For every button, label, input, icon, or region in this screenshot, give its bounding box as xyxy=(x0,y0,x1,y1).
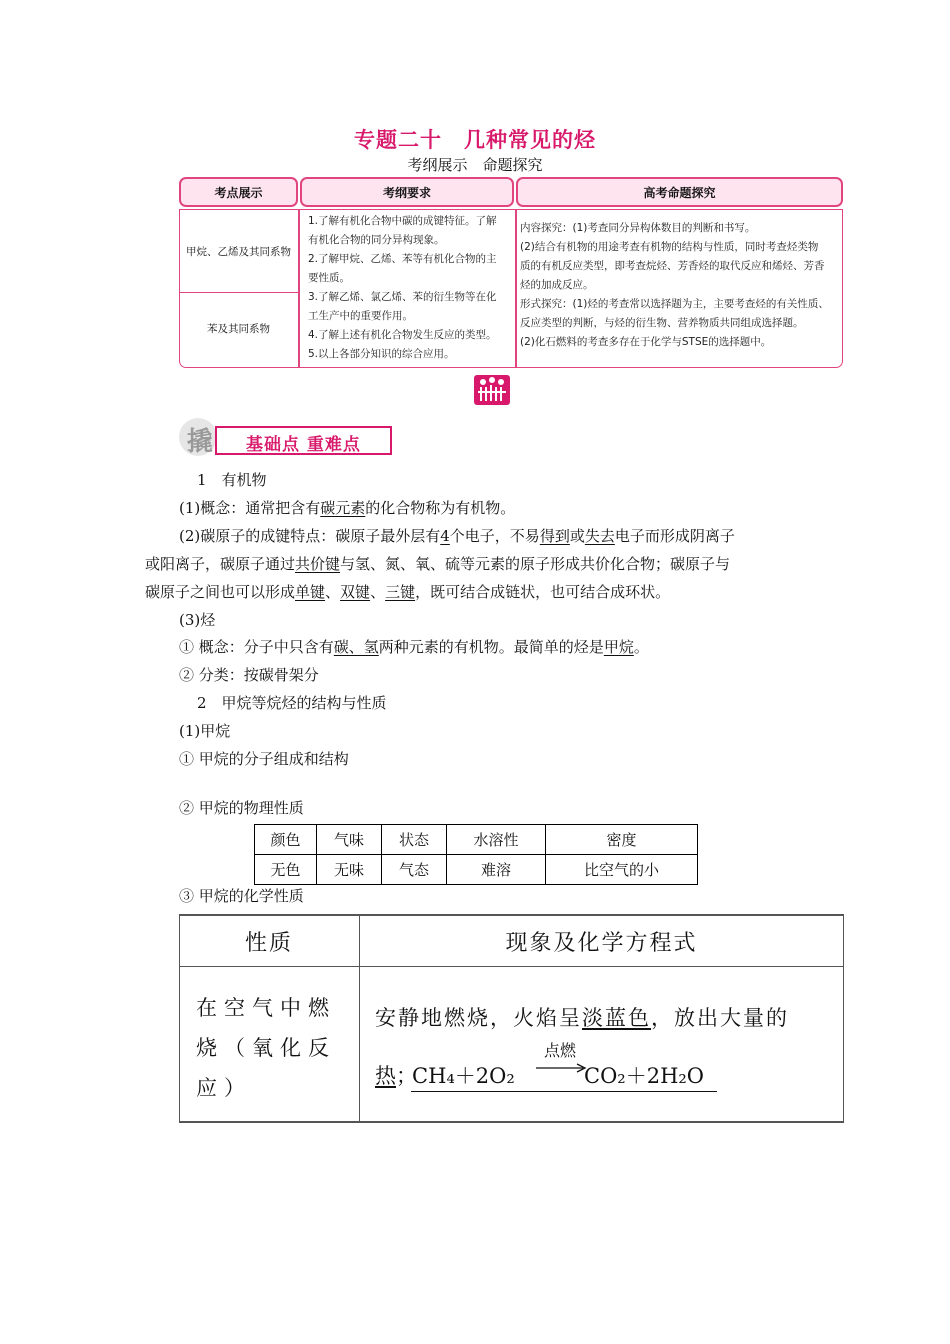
table-cell: 无味 xyxy=(317,855,382,885)
paragraph-definition: (1)概念：通常把含有碳元素的化合物称为有机物。 xyxy=(179,499,516,517)
exploration-line: 烃的加成反应。 xyxy=(520,279,594,291)
table-header-cell: 密度 xyxy=(546,825,698,855)
banner-char: 撬 xyxy=(186,427,213,457)
requirement-line: 1.了解有机化合物中碳的成键特征。了解 xyxy=(308,215,497,227)
exploration-line: 形式探究：(1)烃的考查常以选择题为主，主要考查烃的有关性质、 xyxy=(520,298,829,310)
table-header-row xyxy=(255,825,698,855)
paragraph-bonding-2: 或阳离子，碳原子通过共价键与氢、氮、氧、硫等元素的原子形成共价化合物；碳原子与 xyxy=(145,555,731,573)
outline-header-requirements: 考纲要求 xyxy=(300,177,514,207)
chem-header-property: 性质 xyxy=(244,931,293,956)
outline-table xyxy=(179,177,843,368)
page-title: 专题二十 几种常见的烃 xyxy=(354,128,596,152)
requirement-line: 要性质。 xyxy=(308,272,350,284)
banner-label: 基础点 重难点 xyxy=(246,435,361,455)
physical-properties-table xyxy=(254,824,698,885)
chem-equation-left: CH₄＋2O₂ xyxy=(412,1064,515,1088)
table-header-cell: 颜色 xyxy=(255,825,317,855)
section-logo-icon xyxy=(474,375,510,405)
paragraph-bonding-3: 碳原子之间也可以形成单键、双键、三键，既可结合成链状，也可结合成环状。 xyxy=(145,583,671,601)
exploration-line: (2)化石燃料的考查多存在于化学与STSE的选择题中。 xyxy=(520,336,772,348)
table-cell: 无色 xyxy=(255,855,317,885)
reaction-arrow-icon xyxy=(535,1062,587,1074)
reaction-condition: 点燃 xyxy=(543,1041,576,1060)
chem-equation-line: 热； xyxy=(375,1064,417,1088)
chemical-properties-table xyxy=(179,914,844,1123)
paragraph-bonding-1: (2)碳原子的成键特点：碳原子最外层有4个电子，不易得到或失去电子而形成阴离子 xyxy=(179,527,735,545)
outline-category-1: 甲烷、乙烯及其同系物 xyxy=(186,246,291,258)
outline-header-exploration: 高考命题探究 xyxy=(516,177,843,207)
outline-col-divider-2 xyxy=(515,209,517,368)
table-row xyxy=(255,855,698,885)
table-cell: 难溶 xyxy=(447,855,546,885)
paragraph-methane: (1)甲烷 xyxy=(179,722,231,740)
exploration-line: 质的有机反应类型，即考查烷烃、芳香烃的取代反应和烯烃、芳香 xyxy=(520,260,825,272)
page-subtitle: 考纲展示 命题探究 xyxy=(407,156,543,174)
table-cell: 气态 xyxy=(382,855,447,885)
paragraph-classification: ② 分类：按碳骨架分 xyxy=(179,666,319,684)
exploration-line: 反应类型的判断，与烃的衍生物、营养物质共同组成选择题。 xyxy=(520,317,804,329)
requirement-line: 5.以上各部分知识的综合应用。 xyxy=(308,348,455,360)
paragraph-methane-chemical: ③ 甲烷的化学性质 xyxy=(179,887,304,905)
section-2-heading: 2 甲烷等烷烃的结构与性质 xyxy=(197,694,387,712)
outline-header-points: 考点展示 xyxy=(179,177,298,207)
equation-underline xyxy=(411,1091,717,1092)
outline-requirements-list xyxy=(308,212,513,364)
section-banner xyxy=(178,413,392,461)
exploration-line: 内容探究：(1)考查同分异构体数目的判断和书写。 xyxy=(520,222,756,234)
chem-property-line: 应） xyxy=(196,1076,252,1100)
chem-property-line: 烧（氧化反 xyxy=(196,1036,336,1060)
chem-phenomenon-text: 安静地燃烧，火焰呈淡蓝色，放出大量的 xyxy=(375,1006,789,1030)
requirement-line: 4.了解上述有机化合物发生反应的类型。 xyxy=(308,329,497,341)
chem-property-line: 在空气中燃 xyxy=(196,996,336,1020)
requirement-line: 有机化合物的同分异构现象。 xyxy=(308,234,445,246)
outline-exploration-list xyxy=(520,219,840,352)
requirement-line: 3.了解乙烯、氯乙烯、苯的衍生物等在化 xyxy=(308,291,497,303)
outline-category-2: 苯及其同系物 xyxy=(207,323,270,335)
paragraph-hydrocarbon: (3)烃 xyxy=(179,611,216,629)
exploration-line: (2)结合有机物的用途考查有机物的结构与性质，同时考查烃类物 xyxy=(520,241,819,253)
outline-col-divider-1 xyxy=(298,209,300,368)
paragraph-methane-physical: ② 甲烷的物理性质 xyxy=(179,799,304,817)
table-header-cell: 气味 xyxy=(317,825,382,855)
requirement-line: 2.了解甲烷、乙烯、苯等有机化合物的主 xyxy=(308,253,497,265)
table-header-cell: 水溶性 xyxy=(447,825,546,855)
outline-row-divider xyxy=(179,292,299,293)
paragraph-hydrocarbon-concept: ① 概念：分子中只含有碳、氢两种元素的有机物。最简单的烃是甲烷。 xyxy=(179,638,649,656)
requirement-line: 工生产中的重要作用。 xyxy=(308,310,413,322)
paragraph-methane-structure: ① 甲烷的分子组成和结构 xyxy=(179,750,349,768)
section-1-heading: 1 有机物 xyxy=(197,471,267,489)
table-header-cell: 状态 xyxy=(382,825,447,855)
chem-header-phenomenon: 现象及化学方程式 xyxy=(505,931,698,956)
chem-equation-right: CO₂＋2H₂O xyxy=(584,1064,705,1088)
table-cell: 比空气的小 xyxy=(546,855,698,885)
